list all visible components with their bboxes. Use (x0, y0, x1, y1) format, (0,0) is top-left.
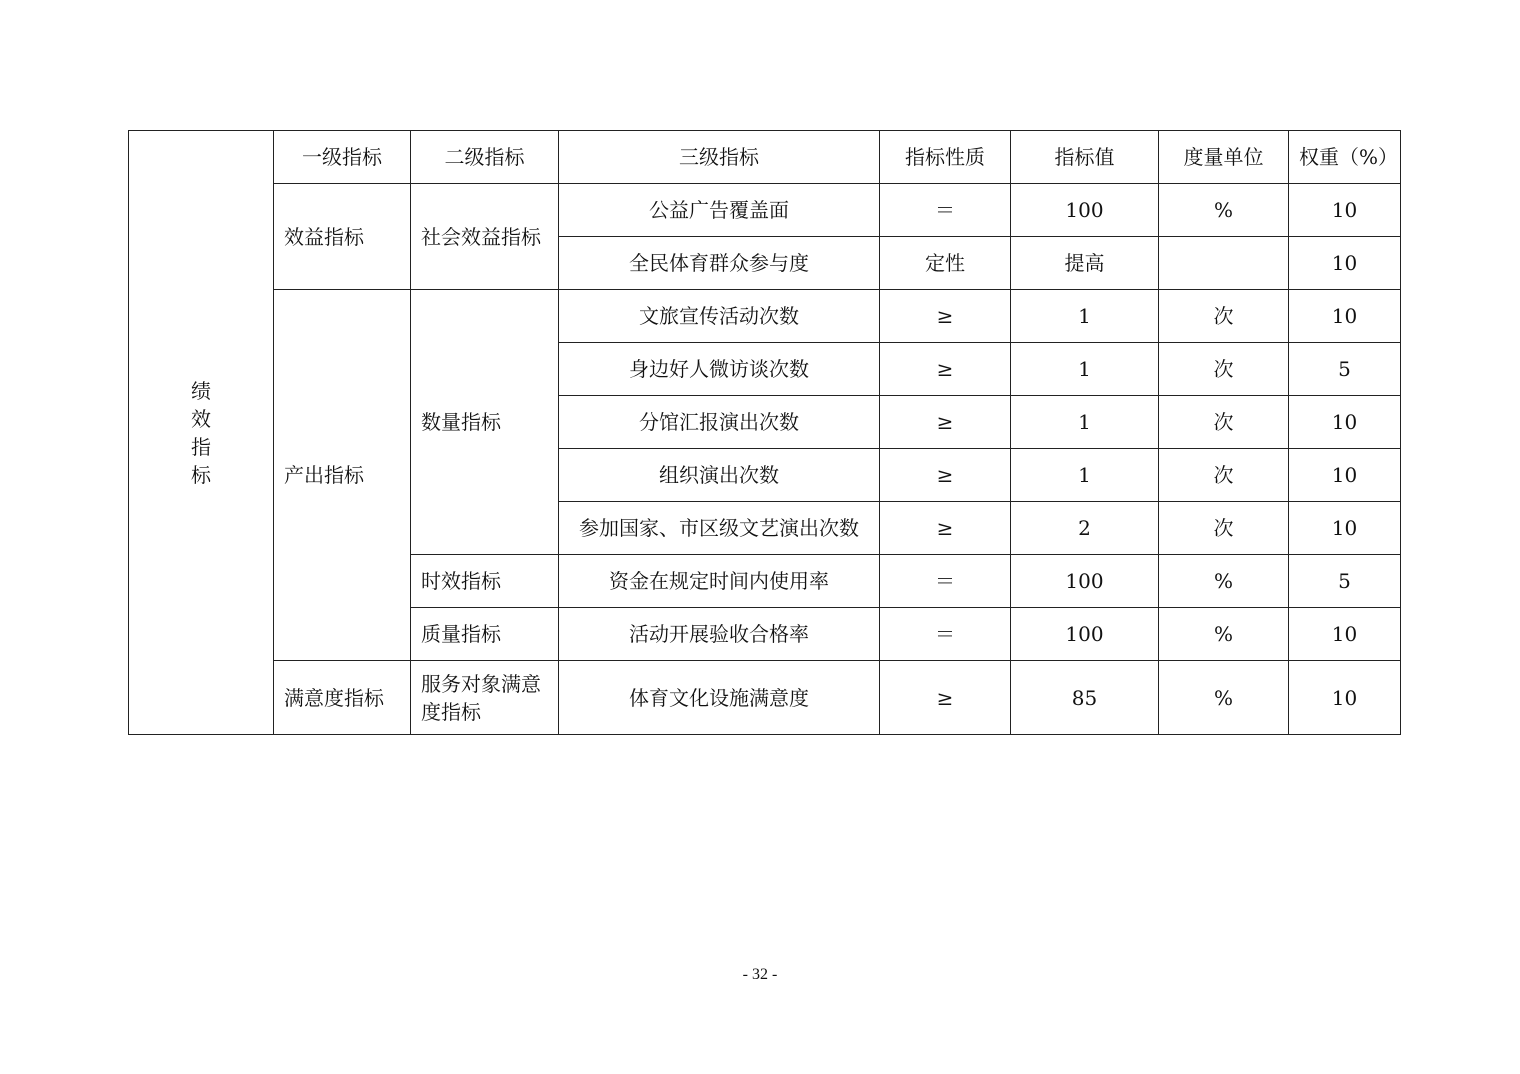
header-value: 指标值 (1011, 131, 1159, 184)
indicator-nature: ≥ (880, 661, 1011, 735)
indicator-value: 85 (1011, 661, 1159, 735)
table-row (129, 184, 1401, 237)
indicator-name: 资金在规定时间内使用率 (559, 555, 880, 608)
subgroup-quantity: 数量指标 (411, 290, 559, 555)
indicator-weight: 10 (1289, 502, 1401, 555)
indicator-nature: ＝ (880, 184, 1011, 237)
indicator-unit: % (1159, 184, 1289, 237)
indicator-unit: 次 (1159, 396, 1289, 449)
indicator-value: 100 (1011, 555, 1159, 608)
indicator-weight: 10 (1289, 661, 1401, 735)
indicator-value: 1 (1011, 343, 1159, 396)
indicator-nature: 定性 (880, 237, 1011, 290)
indicator-name: 活动开展验收合格率 (559, 608, 880, 661)
indicator-name: 分馆汇报演出次数 (559, 396, 880, 449)
indicator-value: 1 (1011, 290, 1159, 343)
indicator-name: 身边好人微访谈次数 (559, 343, 880, 396)
indicator-weight: 5 (1289, 343, 1401, 396)
indicator-value: 1 (1011, 449, 1159, 502)
indicator-name: 全民体育群众参与度 (559, 237, 880, 290)
subgroup-service-satisfaction: 服务对象满意度指标 (411, 661, 559, 735)
indicator-weight: 10 (1289, 290, 1401, 343)
subgroup-quality: 质量指标 (411, 608, 559, 661)
table-row (129, 661, 1401, 735)
indicator-value: 100 (1011, 184, 1159, 237)
indicator-weight: 10 (1289, 396, 1401, 449)
header-nature: 指标性质 (880, 131, 1011, 184)
indicator-weight: 10 (1289, 608, 1401, 661)
indicator-nature: ＝ (880, 555, 1011, 608)
indicator-value: 100 (1011, 608, 1159, 661)
indicator-unit: 次 (1159, 449, 1289, 502)
indicator-nature: ≥ (880, 449, 1011, 502)
category-cell (129, 131, 274, 735)
indicator-unit: 次 (1159, 290, 1289, 343)
indicator-nature: ＝ (880, 608, 1011, 661)
indicator-nature: ≥ (880, 396, 1011, 449)
indicator-unit: % (1159, 555, 1289, 608)
performance-indicator-table (128, 130, 1401, 735)
table-header-row (129, 131, 1401, 184)
indicator-weight: 5 (1289, 555, 1401, 608)
group-satisfaction: 满意度指标 (274, 661, 411, 735)
header-weight: 权重（%） (1289, 131, 1401, 184)
indicator-value: 提高 (1011, 237, 1159, 290)
group-output: 产出指标 (274, 290, 411, 661)
indicator-weight: 10 (1289, 184, 1401, 237)
group-benefit: 效益指标 (274, 184, 411, 290)
indicator-weight: 10 (1289, 237, 1401, 290)
indicator-nature: ≥ (880, 502, 1011, 555)
indicator-value: 1 (1011, 396, 1159, 449)
indicator-name: 公益广告覆盖面 (559, 184, 880, 237)
indicator-unit (1159, 237, 1289, 290)
indicator-weight: 10 (1289, 449, 1401, 502)
indicator-name: 参加国家、市区级文艺演出次数 (559, 502, 880, 555)
page-number: - 32 - (742, 966, 778, 983)
indicator-value: 2 (1011, 502, 1159, 555)
indicator-unit: 次 (1159, 343, 1289, 396)
indicator-nature: ≥ (880, 343, 1011, 396)
indicator-name: 组织演出次数 (559, 449, 880, 502)
indicator-nature: ≥ (880, 290, 1011, 343)
indicator-name: 文旅宣传活动次数 (559, 290, 880, 343)
header-level1: 一级指标 (274, 131, 411, 184)
indicator-unit: % (1159, 608, 1289, 661)
indicator-name: 体育文化设施满意度 (559, 661, 880, 735)
category-label: 绩效指标 (191, 378, 211, 487)
indicator-unit: % (1159, 661, 1289, 735)
subgroup-timeliness: 时效指标 (411, 555, 559, 608)
header-level2: 二级指标 (411, 131, 559, 184)
table-row (129, 290, 1401, 343)
indicator-unit: 次 (1159, 502, 1289, 555)
header-level3: 三级指标 (559, 131, 880, 184)
header-unit: 度量单位 (1159, 131, 1289, 184)
subgroup-social-benefit: 社会效益指标 (411, 184, 559, 290)
